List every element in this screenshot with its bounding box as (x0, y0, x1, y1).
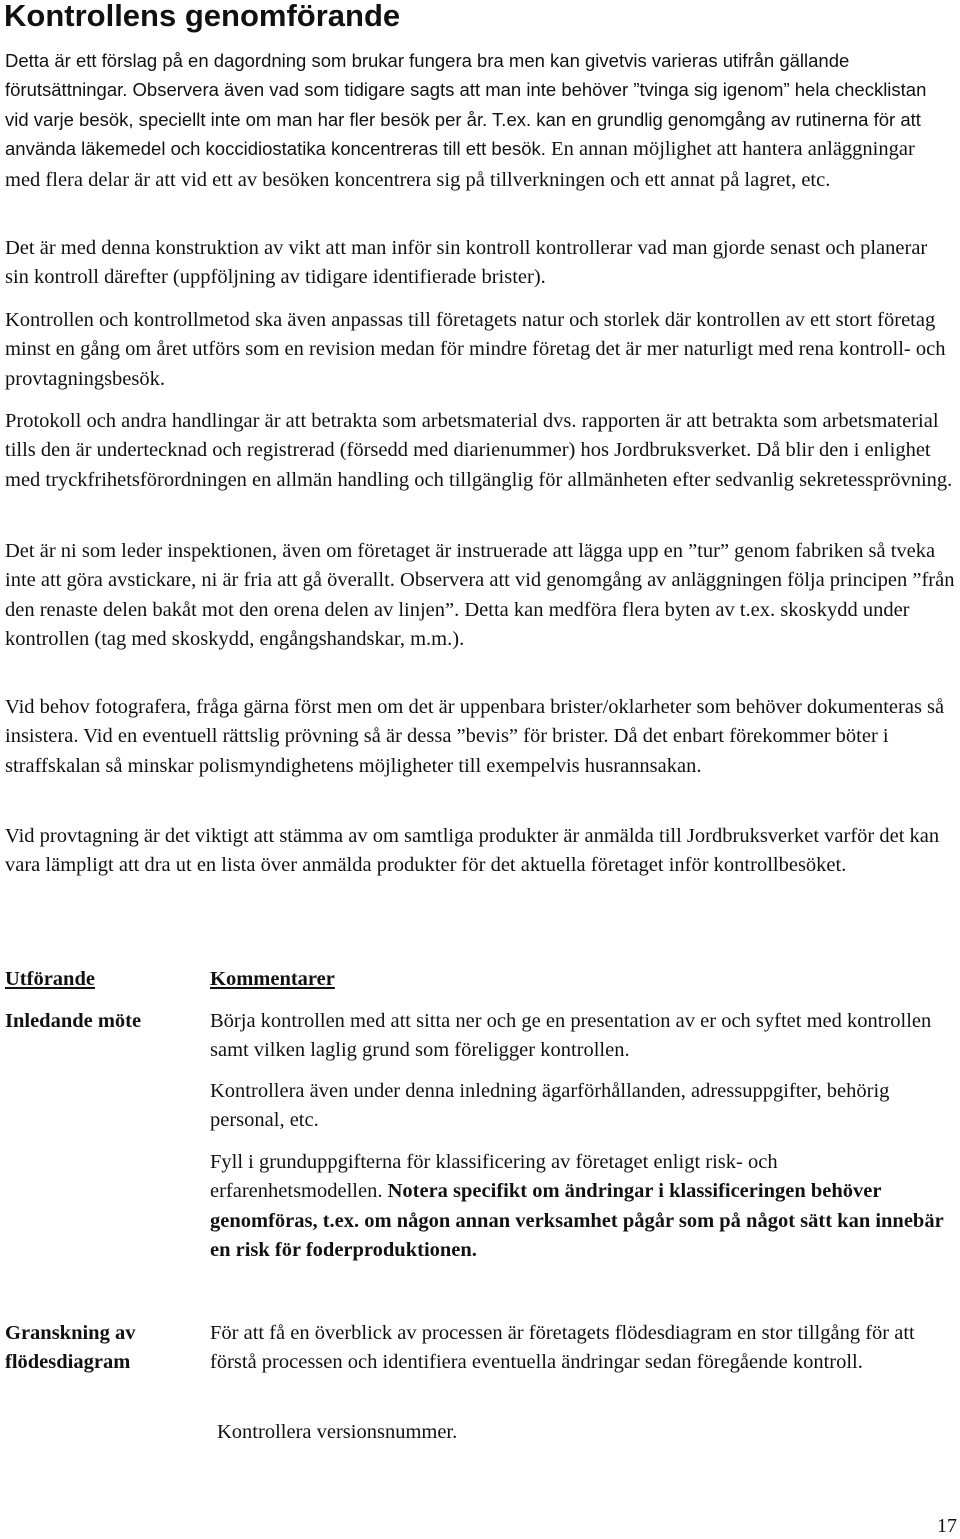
paragraph-control-method: Kontrollen och kontrollmetod ska även anpassas till företagets natur och storlek där kontrollen av ett stort företag minst en gång om året utförs som en revision medan för mindre företag det är mer naturligt med rena kontroll- och provtagningsbesök. (5, 309, 946, 390)
comment-classification (210, 1148, 955, 1266)
comment-version-number: Kontrollera versionsnummer. (217, 1421, 458, 1443)
row-label-flodesdiagram: Granskning av flödesdiagram (5, 1322, 136, 1374)
page-number: 17 (937, 1515, 957, 1537)
row-label-inledande-mote: Inledande möte (5, 1010, 142, 1032)
comment-flow-diagram: För att få en överblick av processen är företagets flödesdiagram en stor tillgång för att förstå processen och identifiera eventuella ändringar sedan föregående kontroll. (210, 1322, 915, 1374)
comment-presentation: Börja kontrollen med att sitta ner och ge en presentation av er och syftet med kontrollen samt vilken laglig grund som föreligger kontrollen. (210, 1010, 932, 1062)
paragraph-sampling: Vid provtagning är det viktigt att stämma av om samtliga produkter är anmälda till Jordbruksverket varför det kan vara lämpligt att dra ut en lista över anmälda produkter för det aktuella företaget inför kontrollbesöket. (5, 825, 940, 877)
intro-text-sans: Detta är ett förslag på en dagordning som brukar fungera bra men kan givetvis varieras utifrån gällande förutsättningar. Observera även vad som tidigare sagts att man inte behöver ”tvinga sig igenom” hela checklistan vid varje besök, speciellt inte om man har fler besök per år. T.ex. kan en grundlig genomgång av rutinerna för att använda läkemedel och koccidiostatika koncentreras till ett besök. (5, 50, 927, 160)
comment-classification-bold: Notera specifikt om ändringar i klassificeringen behöver genomföras, t.ex. om någon annan verksamhet pågår som på något sätt kan innebär en risk för foderproduktionen. (210, 1180, 944, 1262)
intro-text-serif: En annan möjlighet att hantera anläggningar med flera delar är att vid ett av besöken koncentrera sig på tillverkningen och ett annat på lagret, etc. (5, 138, 915, 191)
paragraph-protocol: Protokoll och andra handlingar är att betrakta som arbetsmaterial dvs. rapporten är att betrakta som arbetsmaterial tills den är undertecknad och registrerad (försedd med diarienummer) hos Jordbruksverket. Då blir den i enlighet med tryckfrihetsförordningen en allmän handling och tillgänglig för allmänheten efter sedvanlig sekretessprövning. (5, 410, 953, 491)
paragraph-followup: Det är med denna konstruktion av vikt att man inför sin kontroll kontrollerar vad man gjorde senast och planerar sin kontroll därefter (uppföljning av tidigare identifierade brister). (5, 237, 928, 289)
page-title: Kontrollens genomförande (4, 0, 401, 33)
intro-paragraph (5, 46, 955, 195)
paragraph-inspection: Det är ni som leder inspektionen, även om företaget är instruerade att lägga upp en ”tur” genom fabriken så tveka inte att göra avstickare, ni är fria att gå överallt. Observera att vid genomgång av anläggningen följa principen ”från den renaste delen bakåt mot den orena delen av linjen”. Detta kan medföra flera byten av t.ex. skoskydd under kontrollen (tag med skoskydd, engångshandskar, m.m.). (5, 540, 955, 651)
comment-ownership: Kontrollera även under denna inledning ägarförhållanden, adressuppgifter, behörig personal, etc. (210, 1080, 890, 1132)
column-header-utforande: Utförande (5, 968, 95, 990)
column-header-kommentarer: Kommentarer (210, 968, 335, 990)
comment-classification-normal: Fyll i grunduppgifterna för klassificering av företaget enligt risk- och erfarenhetsmodellen. (210, 1151, 778, 1203)
paragraph-photography: Vid behov fotografera, fråga gärna först men om det är uppenbara brister/oklarheter som behöver dokumenteras så insistera. Vid en eventuell rättslig prövning så är dessa ”bevis” för brister. Då det enbart förekommer böter i straffskalan så minskar polismyndighetens möjligheter till exempelvis husrannsakan. (5, 696, 945, 777)
